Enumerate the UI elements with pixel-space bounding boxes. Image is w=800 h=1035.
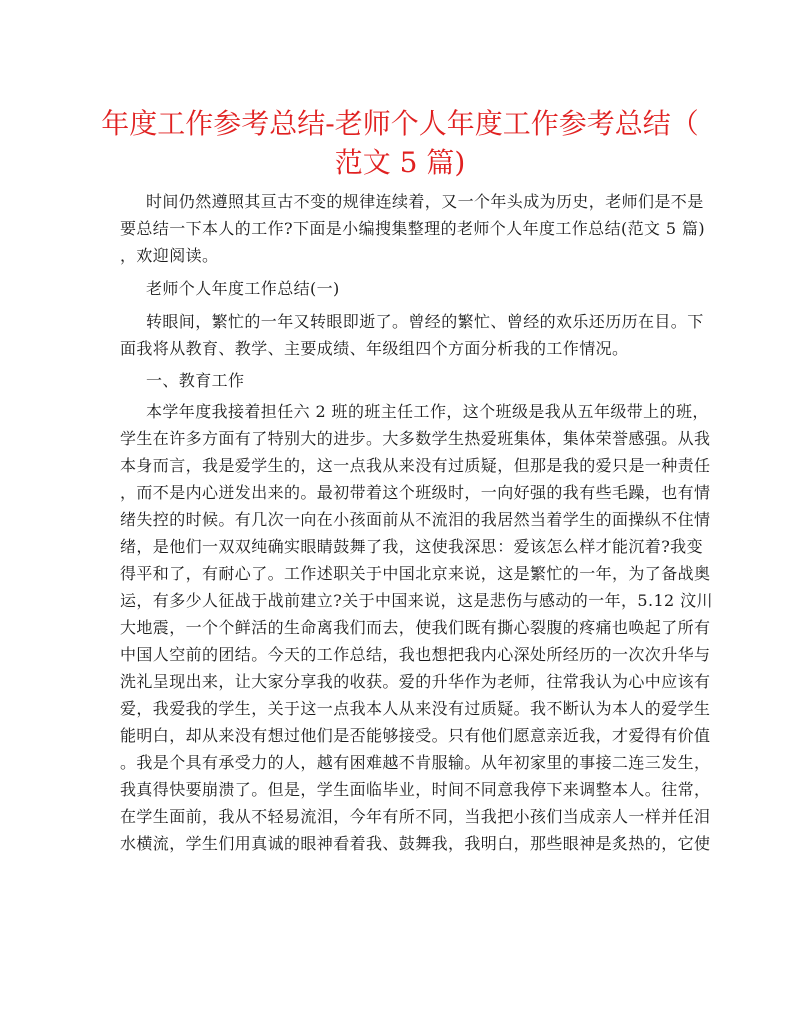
- document-title-line-2: 范文 5 篇): [334, 146, 466, 179]
- paragraph-line: 绪失控的时候。有几次一向在小孩面前从不流泪的我居然当着学生的面操纵不住情: [120, 510, 711, 529]
- paragraph-line: 爱，我爱我的学生，关于这一点我本人从来没有过质疑。我不断认为本人的爱学生: [120, 699, 711, 718]
- paragraph-line: 本学年度我接着担任六 2 班的班主任工作，这个班级是我从五年级带上的班，: [146, 402, 709, 421]
- paragraph-line: 得平和了，有耐心了。工作述职关于中国北京来说，这是繁忙的一年，为了备战奥: [120, 564, 711, 583]
- paragraph-line: 要总结一下本人的工作?下面是小编搜集整理的老师个人年度工作总结(范文 5 篇): [120, 219, 706, 238]
- paragraph-line: 运，有多少人征战于战前建立?关于中国来说，这是悲伤与感动的一年，5.12 汶川: [120, 591, 713, 610]
- paragraph-line: 水横流，学生们用真诚的眼神看着我、鼓舞我，我明白，那些眼神是炙热的，它使: [120, 834, 711, 853]
- paragraph-line: 大地震，一个个鲜活的生命离我们而去，使我们既有撕心裂腹的疼痛也唤起了所有: [120, 618, 711, 637]
- paragraph-line: 能明白，却从来没有想过他们是否能够接受。只有他们愿意亲近我，才爱得有价值: [120, 726, 711, 745]
- paragraph-line: 学生在许多方面有了特别大的进步。大多数学生热爱班集体，集体荣誉感强。从我: [120, 429, 711, 448]
- intro-paragraph: [120, 188, 706, 269]
- paragraph-line: 面我将从教育、教学、主要成绩、年级组四个方面分析我的工作情况。: [120, 339, 629, 358]
- paragraph-line: 。我是个具有承受力的人，越有困难越不肯服输。从年初家里的事接二连三发生，: [120, 753, 711, 772]
- paragraph-line: ，欢迎阅读。: [120, 246, 219, 265]
- education-paragraph: [120, 398, 713, 857]
- paragraph-line: 我真得快要崩溃了。但是，学生面临毕业，时间不同意我停下来调整本人。往常，: [120, 780, 711, 799]
- paragraph-line: 绪，是他们一双双纯确实眼睛鼓舞了我，这使我深思：爱该怎么样才能沉着?我变: [120, 537, 703, 556]
- paragraph-line: 时间仍然遵照其亘古不变的规律连续着，又一个年头成为历史，老师们是不是: [146, 192, 704, 211]
- paragraph-line: ，而不是内心迸发出来的。最初带着这个班级时，一向好强的我有些毛躁，也有情: [120, 483, 711, 502]
- document-title-line-1: 年度工作参考总结-老师个人年度工作参考总结（: [101, 107, 699, 140]
- section-heading: 一、教育工作: [146, 371, 245, 390]
- section-heading-education: [120, 367, 692, 394]
- paragraph-line: 在学生面前，我从不轻易流泪，今年有所不同，当我把小孩们当成亲人一样并任泪: [120, 807, 711, 826]
- opening-paragraph: [120, 308, 704, 362]
- section-heading: 老师个人年度工作总结(一): [146, 279, 340, 298]
- section-heading-summary-one: [120, 275, 692, 302]
- paragraph-line: 洗礼呈现出来，让大家分享我的收获。爱的升华作为老师，往常我认为心中应该有: [120, 672, 711, 691]
- paragraph-line: 中国人空前的团结。今天的工作总结，我也想把我内心深处所经历的一次次升华与: [120, 645, 711, 664]
- paragraph-line: 转眼间，繁忙的一年又转眼即逝了。曾经的繁忙、曾经的欢乐还历历在目。下: [146, 312, 704, 331]
- paragraph-line: 本身而言，我是爱学生的，这一点我从来没有过质疑，但那是我的爱只是一种责任: [120, 456, 711, 475]
